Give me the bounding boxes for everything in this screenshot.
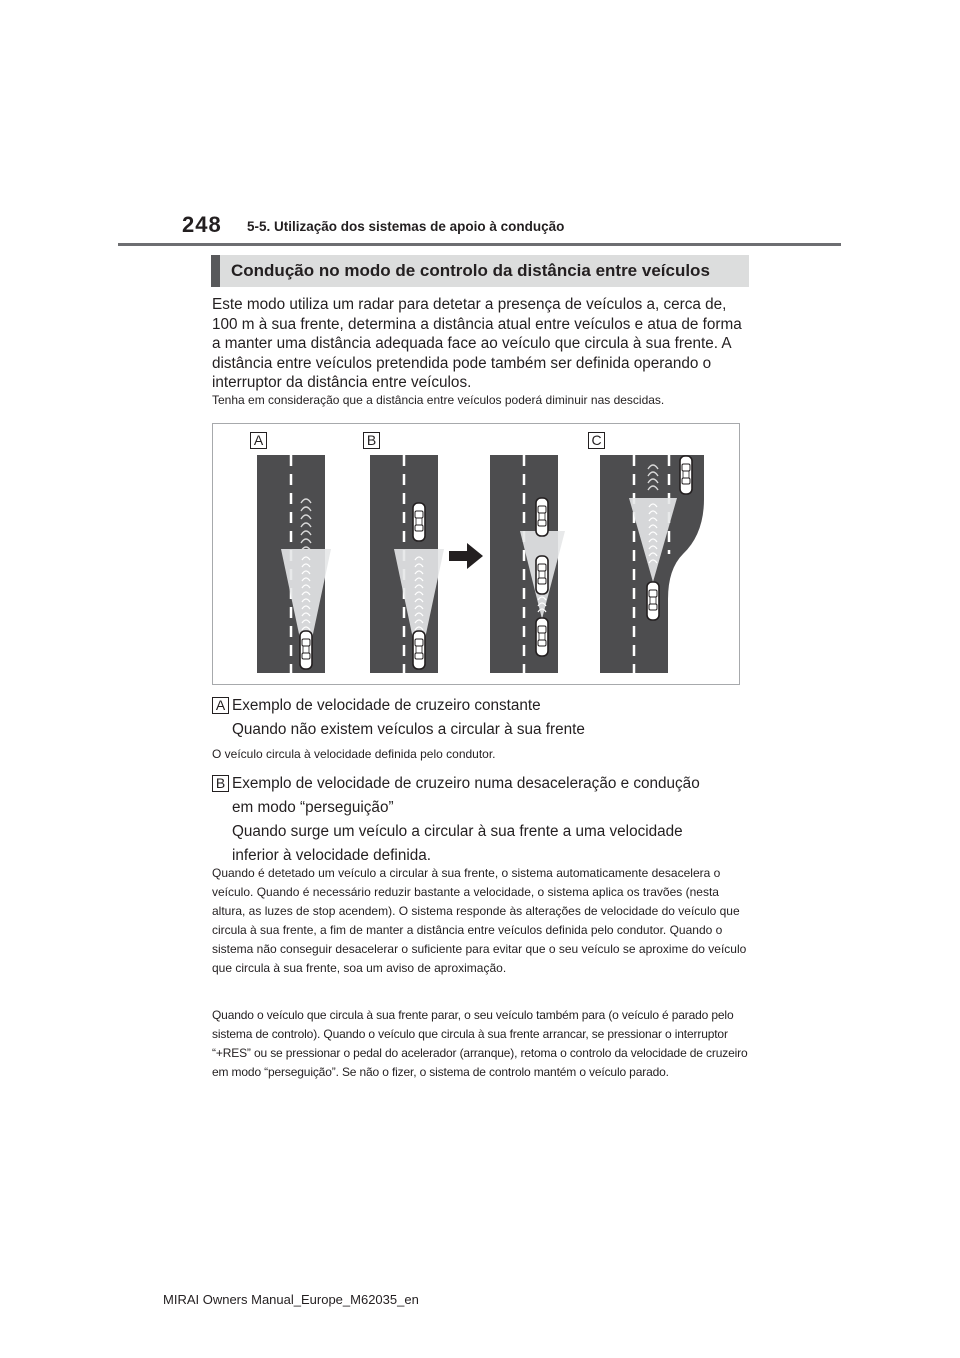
item-a-description: O veículo circula à velocidade definida pelo condutor.	[212, 747, 496, 761]
header-rule	[118, 243, 841, 246]
figure-label-b: B	[363, 432, 380, 449]
road-a	[257, 455, 331, 673]
chapter-title: 5-5. Utilização dos sistemas de apoio à condução	[247, 219, 565, 234]
footer-text: MIRAI Owners Manual_Europe_M62035_en	[163, 1292, 419, 1307]
road-b	[370, 455, 444, 673]
intro-paragraph: Este modo utiliza um radar para detetar a presença de veículos a, cerca de, 100 m à sua frente, determina a distância atual entre veículos e atua de forma a manter uma distância adequada face ao veículo que circula à sua frente. A distância entre veículos pretendida pode também ser definida operando o interruptor da distância entre veículos.	[212, 296, 742, 391]
item-a-title: Exemplo de velocidade de cruzeiro constante	[232, 697, 541, 714]
item-b-subtitle-line1: Quando surge um veículo a circular à sua frente a uma velocidade	[232, 823, 683, 840]
item-b-title-line1: Exemplo de velocidade de cruzeiro numa desaceleração e condução	[232, 775, 700, 792]
transition-arrow	[449, 543, 483, 569]
item-a-tag: A	[212, 697, 229, 714]
item-b-subtitle-line2: inferior à velocidade definida.	[232, 847, 431, 864]
page-number: 248	[182, 212, 222, 237]
item-b-description-1: Quando é detetado um veículo a circular à sua frente, o sistema automaticamente desacelera o veículo. Quando é necessário reduzir bastante a velocidade, o sistema aplica os travões (nesta altura, as luzes de stop acendem). O sistema responde às alterações de velocidade do veículo que circula à sua frente, a fim de manter a distância entre veículos definida pelo condutor. Quando o sistema não conseguir desacelerar o suficiente para evitar que o seu veículo se aproxime do veículo que circula à sua frente, soa um aviso de aproximação.	[212, 866, 747, 975]
item-b-description-2: Quando o veículo que circula à sua frente parar, o seu veículo também para (o veículo é parado pelo sistema de controlo). Quando o veículo que circula à sua frente arrancar, se pressionar o interruptor “+RES” ou se pressionar o pedal do acelerador (arranque), retoma o controlo da velocidade de cruzeiro em modo “perseguição”. Se não o fizer, o sistema de controlo mantém o veículo parado.	[212, 1008, 748, 1079]
figure-label-a: A	[250, 432, 267, 449]
section-heading: Condução no modo de controlo da distância entre veículos	[211, 255, 749, 287]
item-b-tag: B	[212, 775, 229, 792]
illustration-svg	[213, 424, 741, 686]
road-b2	[490, 455, 565, 673]
item-b-title-line2: em modo “perseguição”	[232, 799, 394, 816]
item-a-subtitle: Quando não existem veículos a circular à sua frente	[232, 721, 585, 738]
figure-label-c: C	[588, 432, 605, 449]
road-c	[600, 455, 704, 673]
note-paragraph: Tenha em consideração que a distância entre veículos poderá diminuir nas descidas.	[212, 393, 665, 407]
distance-control-illustration	[212, 423, 740, 685]
